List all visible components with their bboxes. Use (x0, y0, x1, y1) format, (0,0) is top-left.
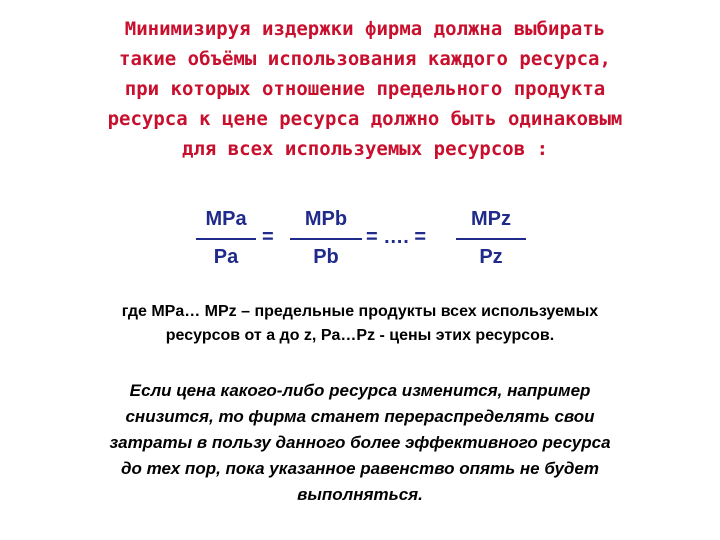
note-line: затраты в пользу данного более эффективного ресурса (109, 433, 611, 452)
equals-sign: = (262, 226, 274, 248)
fraction-a (196, 206, 256, 270)
fraction-numerator: MPz (471, 208, 511, 230)
note-line: Если цена какого-либо ресурса изменится, например (129, 381, 591, 400)
fraction-bar (196, 238, 256, 240)
fraction-denominator: Pa (213, 246, 239, 268)
heading-line: Минимизируя издержки фирма должна выбирать (124, 18, 606, 40)
note-line: до тех пор, пока указанное равенство опять не будет (121, 459, 599, 478)
ellipsis-equals: = …. = (366, 226, 427, 248)
fraction-bar (290, 238, 362, 240)
heading-line: ресурса к цене ресурса должно быть одинаковым (107, 108, 623, 130)
heading-line: такие объёмы использования каждого ресурса, (119, 48, 611, 70)
description-line: ресурсов от а до z, Pa…Pz - цены этих ресурсов. (165, 327, 555, 344)
fraction-z (456, 206, 526, 270)
fraction-denominator: Pz (479, 246, 503, 268)
note-text (40, 378, 680, 508)
note-line: снизится, то фирма станет перераспределять свои (125, 407, 595, 426)
description-line: где MPa… MPz – предельные продукты всех используемых (121, 303, 599, 320)
formula-description (30, 300, 690, 348)
fraction-denominator: Pb (313, 246, 339, 268)
fraction-b (290, 206, 362, 270)
fraction-numerator: MPa (205, 208, 247, 230)
fraction-bar (456, 238, 526, 240)
heading-line: при которых отношение предельного продукта (124, 78, 606, 100)
heading-line: для всех используемых ресурсов : (181, 138, 549, 160)
fraction-numerator: MPb (304, 208, 348, 230)
heading-text (40, 14, 690, 164)
note-line: выполняться. (297, 485, 423, 504)
